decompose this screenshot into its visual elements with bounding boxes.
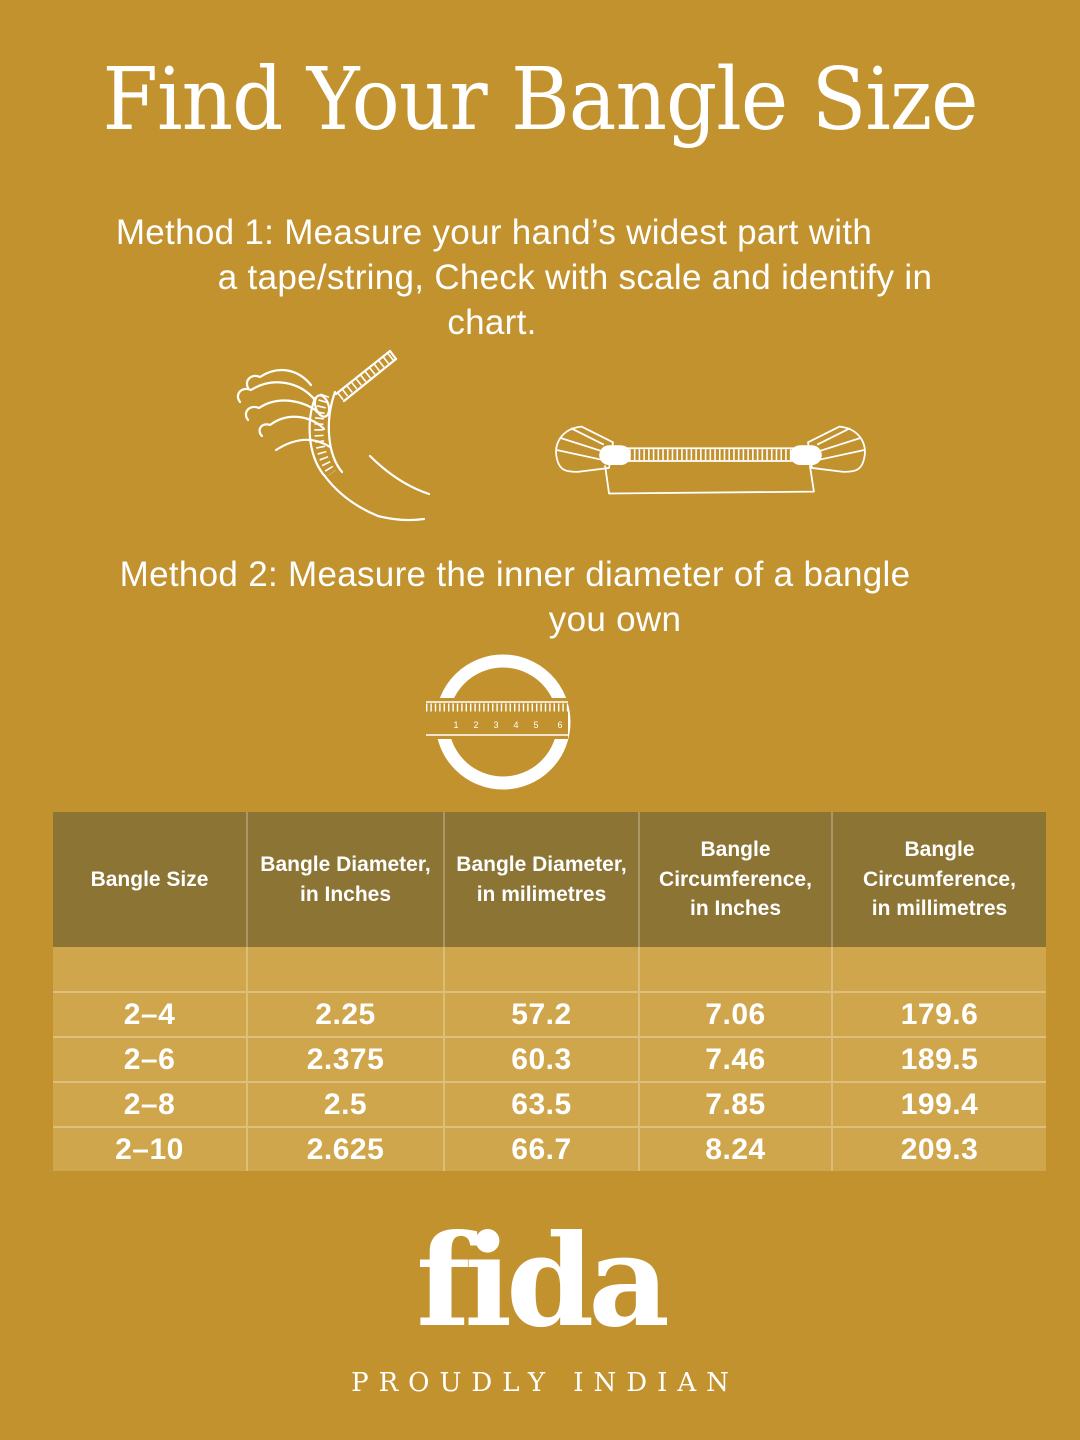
value-cell: 7.06	[640, 991, 833, 1036]
ruler-number: 2	[473, 720, 479, 730]
ruler-number: 1	[453, 720, 459, 730]
bangle-size-table	[53, 812, 1046, 1171]
ruler-number: 5	[533, 720, 539, 730]
value-cell: 57.2	[445, 991, 640, 1036]
size-cell: 2–6	[53, 1036, 248, 1081]
method2-line: Method 2: Measure the inner diameter of a bangle	[119, 555, 911, 594]
value-cell: 7.46	[640, 1036, 833, 1081]
brand-tagline: PROUDLY INDIAN	[351, 1368, 739, 1398]
size-cell: 2–4	[53, 991, 248, 1036]
value-cell: 2.5	[248, 1081, 445, 1126]
value-cell: 8.24	[640, 1126, 833, 1171]
table-row	[53, 1036, 1046, 1081]
brand-logo: fida	[416, 1207, 664, 1355]
table-row	[53, 1081, 1046, 1126]
header-cell-circumference-mm: Bangle Circumference, in millimetres	[863, 838, 1016, 921]
value-cell: 2.25	[248, 991, 445, 1036]
header-cell-circumference-inches: Bangle Circumference, in Inches	[640, 812, 833, 947]
value-cell: 2.375	[248, 1036, 445, 1081]
method1-line: Method 1: Measure your hand’s widest part with	[115, 213, 873, 252]
value-cell: 63.5	[445, 1081, 640, 1126]
table-spacer-row	[53, 947, 1046, 991]
tape-stretched-between-hands-icon	[548, 418, 873, 510]
table-row	[53, 991, 1046, 1036]
method1-line: chart.	[447, 303, 537, 342]
value-cell: 199.4	[833, 1081, 1046, 1126]
size-cell: 2–10	[53, 1126, 248, 1171]
value-cell: 60.3	[445, 1036, 640, 1081]
header-cell-bangle-size: Bangle Size	[53, 812, 248, 947]
method2-instructions	[0, 552, 1080, 642]
value-cell: 66.7	[445, 1126, 640, 1171]
page-title: Find Your Bangle Size	[102, 48, 978, 150]
value-cell: 209.3	[833, 1126, 1046, 1171]
table-header-row	[53, 812, 1046, 947]
ruler-number: 3	[493, 720, 499, 730]
value-cell: 7.85	[640, 1081, 833, 1126]
value-cell: 189.5	[833, 1036, 1046, 1081]
value-cell: 2.625	[248, 1126, 445, 1171]
size-cell: 2–8	[53, 1081, 248, 1126]
header-cell-diameter-inches: Bangle Diameter, in Inches	[248, 812, 445, 947]
method2-line: you own	[548, 600, 682, 639]
bangle-with-ruler-icon	[424, 642, 582, 802]
ruler-number: 6	[557, 720, 563, 730]
method1-line: a tape/string, Check with scale and identify in	[217, 258, 933, 297]
method1-instructions	[0, 210, 1080, 345]
header-cell-diameter-mm: Bangle Diameter, in milimetres	[445, 812, 640, 947]
value-cell: 179.6	[833, 991, 1046, 1036]
table-row	[53, 1126, 1046, 1171]
ruler-number: 4	[513, 720, 519, 730]
hand-with-measuring-tape-icon	[218, 342, 433, 530]
